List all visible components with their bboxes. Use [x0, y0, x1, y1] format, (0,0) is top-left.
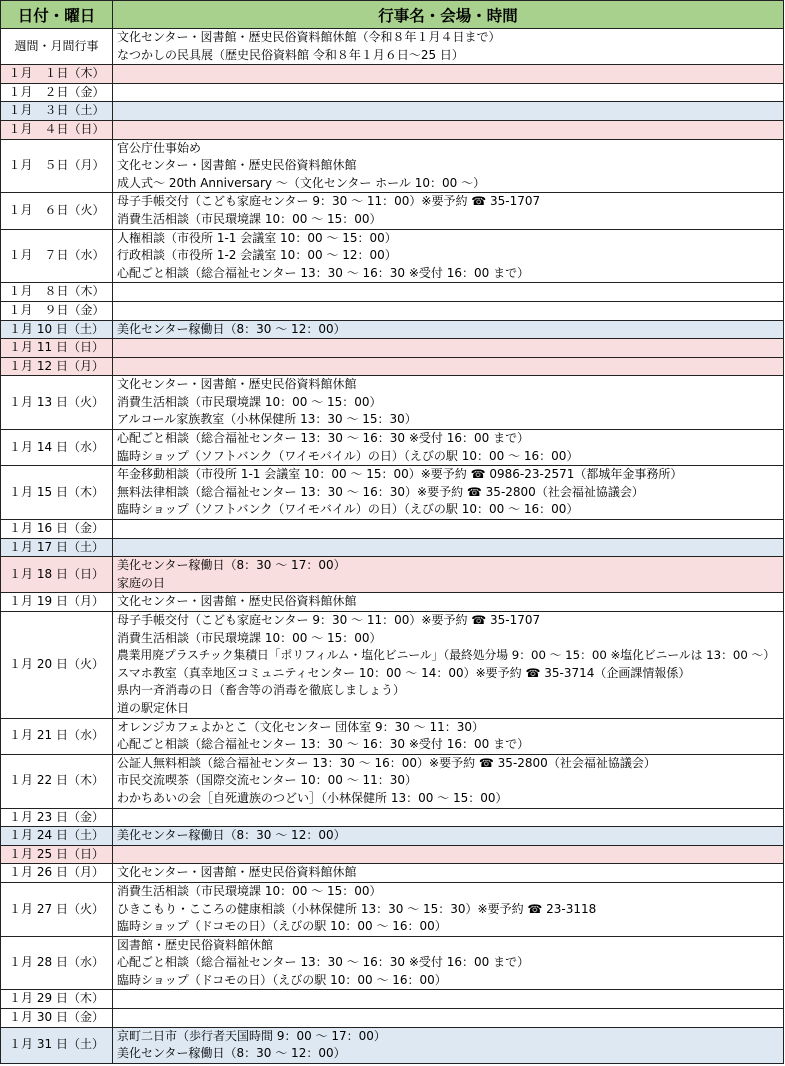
event-line: 無料法律相談（総合福祉センター 13：30 ～ 16：30）※要予約 ☎ 35-2800（社会福祉協議会）: [117, 484, 644, 499]
calendar-row: [1, 139, 784, 193]
calendar-row: [1, 466, 784, 520]
events-cell: [113, 845, 784, 864]
date-cell: １月 ２日（金）: [1, 83, 113, 102]
event-line: 美化センター稼働日（8：30 ～ 17：00）: [117, 558, 346, 573]
events-cell: [113, 301, 784, 320]
events-cell: [113, 102, 784, 121]
calendar-body: [1, 29, 784, 1064]
calendar-row: [1, 808, 784, 827]
events-cell: [113, 808, 784, 827]
calendar-row: [1, 102, 784, 121]
event-line: 美化センター稼働日（8：30 ～ 12：00）: [117, 828, 346, 843]
date-cell: １月 11 日（日）: [1, 339, 113, 358]
date-cell: １月 18 日（日）: [1, 557, 113, 593]
calendar-row: [1, 120, 784, 139]
calendar-row: [1, 430, 784, 466]
calendar-row: [1, 538, 784, 557]
date-column-header: 日付・曜日: [1, 1, 113, 29]
date-cell: １月 20 日（火）: [1, 612, 113, 719]
date-cell: １月 10 日（土）: [1, 320, 113, 339]
date-cell: １月 30 日（金）: [1, 1009, 113, 1028]
event-line: 臨時ショップ（ドコモの日）（えびの駅 10：00 ～ 16：00）: [117, 972, 447, 987]
event-line: 市民交流喫茶（国際交流センター 10：00 ～ 11：30）: [117, 773, 418, 788]
events-cell: [113, 990, 784, 1009]
calendar-row: [1, 864, 784, 883]
event-line: ひきこもり・こころの健康相談（小林保健所 13：30 ～ 15：30）※要予約 ☎ 23-3118: [117, 901, 597, 916]
event-line: スマホ教室（真幸地区コミュニティセンター 10：00 ～ 14：00）※要予約 ☎ 35-3714（企画課情報係）: [117, 665, 691, 680]
calendar-row: [1, 593, 784, 612]
date-cell: １月 26 日（月）: [1, 864, 113, 883]
event-line: 文化センター・図書館・歴史民俗資料館休館: [117, 865, 357, 880]
events-cell: [113, 357, 784, 376]
event-line: 心配ごと相談（総合福祉センター 13：30 ～ 16：30 ※受付 16：00 まで）: [117, 737, 530, 752]
date-cell: １月 ７日（水）: [1, 229, 113, 283]
calendar-row: [1, 520, 784, 539]
event-column-header: 行事名・会場・時間: [113, 1, 784, 29]
date-cell: １月 31 日（土）: [1, 1027, 113, 1063]
date-cell: １月 12 日（月）: [1, 357, 113, 376]
event-line: 臨時ショップ（ドコモの日）（えびの駅 10：00 ～ 16：00）: [117, 919, 447, 934]
events-cell: [113, 466, 784, 520]
event-line: 成人式～ 20th Anniversary ～（文化センター ホール 10：00 ～）: [117, 175, 486, 190]
events-cell: [113, 754, 784, 808]
calendar-row: [1, 65, 784, 84]
events-cell: [113, 864, 784, 883]
event-line: 家庭の日: [117, 575, 166, 590]
event-line: 消費生活相談（市民環境課 10：00 ～ 15：00）: [117, 630, 382, 645]
event-line: 臨時ショップ（ソフトバンク（ワイモバイル）の日）（えびの駅 10：00 ～ 16：00）: [117, 448, 579, 463]
date-cell: １月 21 日（水）: [1, 718, 113, 754]
event-line: 文化センター・図書館・歴史民俗資料館休館（令和８年１月４日まで）: [117, 30, 501, 44]
date-cell: １月 16 日（金）: [1, 520, 113, 539]
events-cell: [113, 827, 784, 846]
event-line: アルコール家族教室（小林保健所 13：30 ～ 15：30）: [117, 412, 417, 427]
event-line: 図書館・歴史民俗資料館休館: [117, 937, 274, 952]
date-cell: １月 27 日（火）: [1, 882, 113, 936]
events-cell: [113, 339, 784, 358]
event-line: 文化センター・図書館・歴史民俗資料館休館: [117, 158, 357, 173]
event-line: 文化センター・図書館・歴史民俗資料館休館: [117, 594, 357, 609]
events-cell: [113, 1009, 784, 1028]
events-cell: [113, 283, 784, 302]
events-cell: [113, 557, 784, 593]
calendar-row: [1, 557, 784, 593]
calendar-row: [1, 283, 784, 302]
event-line: 京町二日市（歩行者天国時間 9：00 ～ 17：00）: [117, 1028, 386, 1043]
event-line: 消費生活相談（市民環境課 10：00 ～ 15：00）: [117, 883, 382, 898]
date-cell: １月 ９日（金）: [1, 301, 113, 320]
events-cell: [113, 120, 784, 139]
calendar-row: [1, 301, 784, 320]
event-line: 母子手帳交付（こども家庭センター 9：30 ～ 11：00）※要予約 ☎ 35-1707: [117, 613, 541, 627]
events-cell: [113, 320, 784, 339]
events-cell: [113, 83, 784, 102]
date-cell: １月 17 日（土）: [1, 538, 113, 557]
calendar-row: [1, 936, 784, 990]
event-line: 美化センター稼働日（8：30 ～ 12：00）: [117, 321, 346, 336]
events-cell: [113, 229, 784, 283]
calendar-row: [1, 320, 784, 339]
date-cell: １月 13 日（火）: [1, 376, 113, 430]
event-line: 公証人無料相談（総合福祉センター 13：30 ～ 16：00）※要予約 ☎ 35-2800（社会福祉協議会）: [117, 755, 656, 770]
calendar-row: [1, 612, 784, 719]
table-header-row: [1, 1, 784, 29]
events-cell: [113, 882, 784, 936]
events-cell: [113, 1027, 784, 1063]
events-cell: [113, 65, 784, 84]
calendar-row: [1, 882, 784, 936]
event-line: わかちあいの会［自死遺族のつどい］（小林保健所 13：00 ～ 15：00）: [117, 790, 508, 805]
events-cell: [113, 936, 784, 990]
event-line: 心配ごと相談（総合福祉センター 13：30 ～ 16：30 ※受付 16：00 まで）: [117, 431, 530, 446]
date-cell: １月 １日（木）: [1, 65, 113, 84]
calendar-row: [1, 376, 784, 430]
date-cell: １月 ３日（土）: [1, 102, 113, 121]
event-line: 年金移動相談（市役所 1-1 会議室 10：00 ～ 15：00）※要予約 ☎ 0986-23-2571（都城年金事務所）: [117, 467, 683, 482]
event-line: 母子手帳交付（こども家庭センター 9：30 ～ 11：00）※要予約 ☎ 35-1707: [117, 194, 541, 209]
events-cell: [113, 538, 784, 557]
events-cell: [113, 193, 784, 229]
date-cell: １月 ６日（火）: [1, 193, 113, 229]
calendar-row: [1, 827, 784, 846]
date-cell: １月 25 日（日）: [1, 845, 113, 864]
date-cell: １月 28 日（水）: [1, 936, 113, 990]
events-cell: [113, 430, 784, 466]
event-line: 美化センター稼働日（8：30 ～ 12：00）: [117, 1046, 346, 1061]
calendar-row: [1, 357, 784, 376]
calendar-row: [1, 1009, 784, 1028]
date-cell: １月 ８日（木）: [1, 283, 113, 302]
date-cell: １月 ４日（日）: [1, 120, 113, 139]
event-line: 臨時ショップ（ソフトバンク（ワイモバイル）の日）（えびの駅 10：00 ～ 16：00）: [117, 502, 579, 517]
event-line: 県内一斉消毒の日（畜舎等の消毒を徹底しましょう）: [117, 683, 406, 698]
date-cell: １月 ５日（月）: [1, 139, 113, 193]
events-cell: [113, 593, 784, 612]
event-line: 心配ごと相談（総合福祉センター 13：30 ～ 16：30 ※受付 16：00 まで）: [117, 955, 530, 970]
event-line: 行政相談（市役所 1-2 会議室 10：00 ～ 12：00）: [117, 248, 397, 263]
date-cell: １月 22 日（木）: [1, 754, 113, 808]
event-line: オレンジカフェよかとこ（文化センター 団体室 9：30 ～ 11：30）: [117, 719, 485, 734]
events-cell: [113, 718, 784, 754]
calendar-row: [1, 229, 784, 283]
calendar-row: [1, 1027, 784, 1063]
events-cell: [113, 612, 784, 719]
calendar-row: [1, 718, 784, 754]
date-cell: １月 14 日（水）: [1, 430, 113, 466]
event-line: 農業用廃プラスチック集積日「ポリフィルム・塩化ビニール」（最終処分場 9：00 ～ 15：00 ※塩化ビニールは 13：00 ～）: [117, 648, 776, 663]
calendar-row: [1, 845, 784, 864]
calendar-row: [1, 193, 784, 229]
event-line: 消費生活相談（市民環境課 10：00 ～ 15：00）: [117, 211, 382, 226]
event-line: 人権相談（市役所 1-1 会議室 10：00 ～ 15：00）: [117, 230, 397, 245]
event-line: 消費生活相談（市民環境課 10：00 ～ 15：00）: [117, 394, 382, 409]
calendar-row: [1, 83, 784, 102]
date-cell: １月 15 日（木）: [1, 466, 113, 520]
events-cell: [113, 376, 784, 430]
date-cell: １月 24 日（土）: [1, 827, 113, 846]
calendar-row: [1, 754, 784, 808]
calendar-row: [1, 339, 784, 358]
date-cell: １月 23 日（金）: [1, 808, 113, 827]
calendar-row: [1, 990, 784, 1009]
event-line: なつかしの民具展（歴史民俗資料館 令和８年１月６日～25 日）: [117, 47, 464, 62]
date-cell: 週間・月間行事: [1, 29, 113, 65]
event-line: 心配ごと相談（総合福祉センター 13：30 ～ 16：30 ※受付 16：00 まで）: [117, 265, 530, 280]
events-cell: [113, 139, 784, 193]
date-cell: １月 29 日（木）: [1, 990, 113, 1009]
calendar-row: [1, 29, 784, 65]
event-line: 文化センター・図書館・歴史民俗資料館休館: [117, 377, 357, 392]
event-line: 道の駅定休日: [117, 700, 190, 715]
event-line: 官公庁仕事始め: [117, 140, 202, 155]
events-cell: [113, 29, 784, 65]
date-cell: １月 19 日（月）: [1, 593, 113, 612]
events-cell: [113, 520, 784, 539]
